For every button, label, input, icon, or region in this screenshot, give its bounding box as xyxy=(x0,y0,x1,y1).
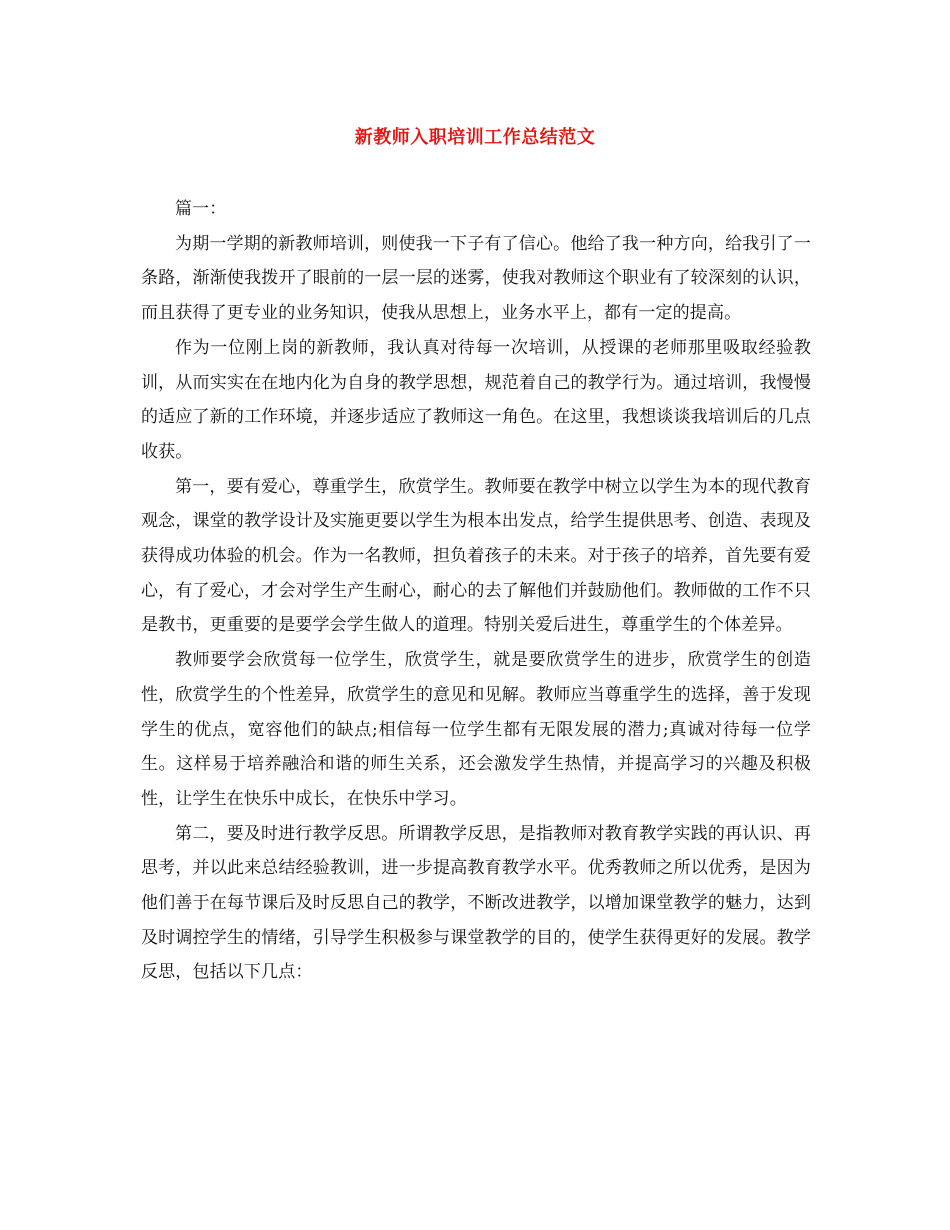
paragraph-2: 作为一位刚上岗的新教师，我认真对待每一次培训，从授课的老师那里吸取经验教训，从而实实在在地内化为自身的教学思想，规范着自己的教学行为。通过培训，我慢慢的适应了新的工作环境，并逐步适应了教师这一角色。在这里，我想谈谈我培训后的几点收获。 xyxy=(141,337,811,462)
paragraph-1: 为期一学期的新教师培训，则使我一下子有了信心。他给了我一种方向，给我引了一条路，渐渐使我拨开了眼前的一层一层的迷雾，使我对教师这个职业有了较深刻的认识，而且获得了更专业的业务知识，使我从思想上，业务水平上，都有一定的提高。 xyxy=(141,233,811,324)
paragraph-4: 教师要学会欣赏每一位学生，欣赏学生，就是要欣赏学生的进步，欣赏学生的创造性，欣赏学生的个性差异，欣赏学生的意见和见解。教师应当尊重学生的选择，善于发现学生的优点，宽容他们的缺点;相信每一位学生都有无限发展的潜力;真诚对待每一位学生。这样易于培养融洽和谐的师生关系，还会激发学生热情，并提高学习的兴趣及积极性，让学生在快乐中成长，在快乐中学习。 xyxy=(141,650,811,809)
document-body xyxy=(141,192,811,990)
document-title: 新教师入职培训工作总结范文 xyxy=(354,127,596,148)
section-heading: 篇一： xyxy=(175,199,227,219)
paragraph-5: 第二，要及时进行教学反思。所谓教学反思，是指教师对教育教学实践的再认识、再思考，并以此来总结经验教训，进一步提高教育教学水平。优秀教师之所以优秀，是因为他们善于在每节课后及时反思自己的教学，不断改进教学，以增加课堂教学的魅力，达到及时调控学生的情绪，引导学生积极参与课堂教学的目的，使学生获得更好的发展。教学反思，包括以下几点： xyxy=(141,823,811,983)
paragraph-3: 第一，要有爱心，尊重学生，欣赏学生。教师要在教学中树立以学生为本的现代教育观念，课堂的教学设计及实施更要以学生为根本出发点，给学生提供思考、创造、表现及获得成功体验的机会。作为一名教师，担负着孩子的未来。对于孩子的培养，首先要有爱心，有了爱心，才会对学生产生耐心，耐心的去了解他们并鼓励他们。教师做的工作不只是教书，更重要的是要学会学生做人的道理。特别关爱后进生，尊重学生的个体差异。 xyxy=(141,476,811,636)
